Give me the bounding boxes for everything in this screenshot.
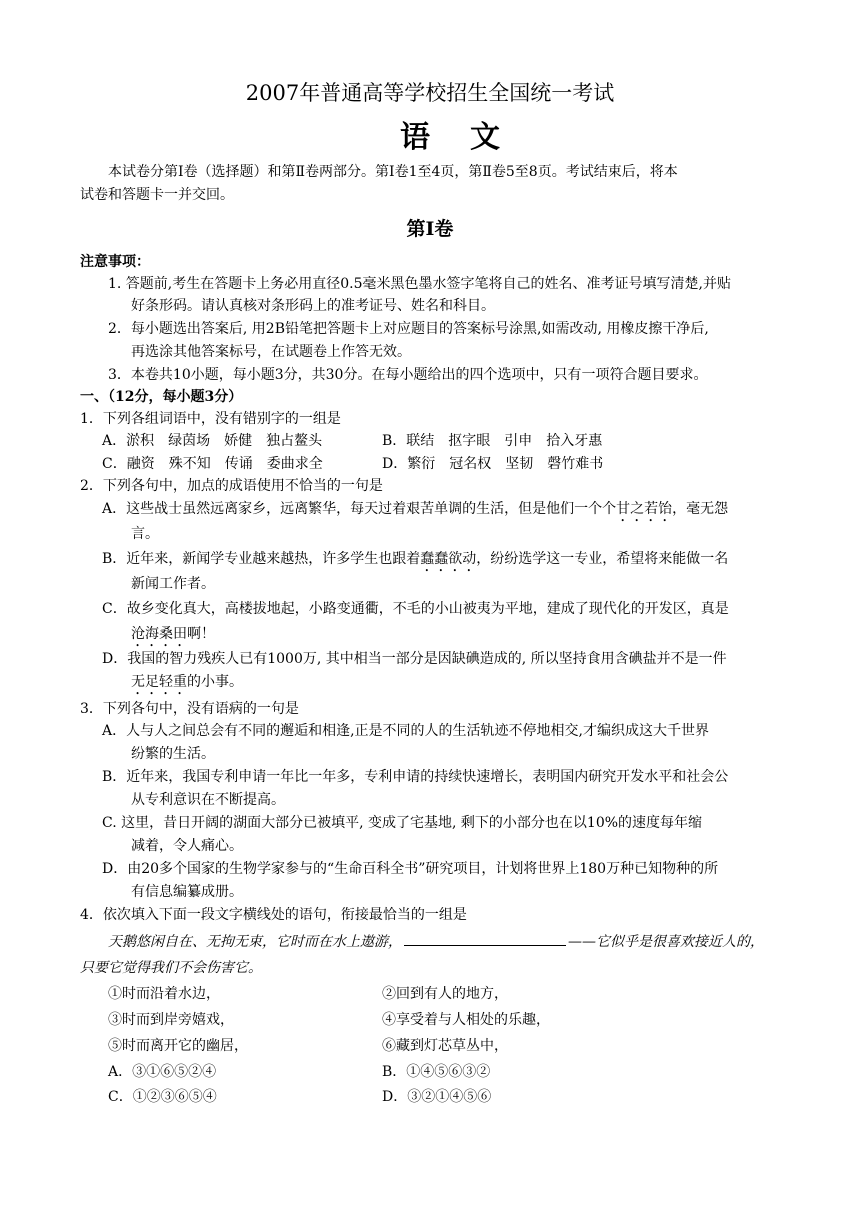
q2-option-d-cont [131, 672, 243, 698]
q4-sentence-2: ②回到有人的地方， [382, 986, 508, 1002]
q3-option-a-cont: 纷繁的生活。 [131, 746, 215, 762]
q4-sentence-3: ③时而到岸旁嬉戏， [108, 1012, 234, 1028]
q1-stem: 1．下列各组词语中，没有错别字的一组是 [80, 411, 341, 427]
q1-option-d: D．繁衍 冠名权 坚韧 磬竹难书 [382, 456, 604, 472]
q2-b-text-2: ，纷纷选学这一专业，希望将来能做一名 [476, 551, 729, 567]
q4-passage-line-2: 只要它觉得我们不会伤害它。 [80, 960, 262, 976]
q2-stem: 2．下列各句中，加点的成语使用不恰当的一句是 [80, 478, 383, 494]
q4-sentence-4: ④享受着与人相处的乐趣， [382, 1012, 550, 1028]
q2-option-b [102, 549, 728, 575]
q4-sentence-6: ⑥藏到灯芯草丛中， [382, 1038, 508, 1054]
note-1-line-1: 1. 答题前,考生在答题卡上务必用直径0.5毫米黑色墨水签字笔将自己的姓名、准考证号填写清楚,并贴 [108, 276, 731, 292]
intro-line-2: 试卷和答题卡一并交回。 [80, 187, 234, 203]
q4-fill-blank [404, 931, 566, 946]
notes-heading: 注意事项： [80, 254, 150, 270]
intro-line-1: 本试卷分第Ⅰ卷（选择题）和第Ⅱ卷两部分。第Ⅰ卷1至4页，第Ⅱ卷5至8页。考试结束后，将本 [108, 164, 678, 180]
q4-passage-line-1 [108, 931, 764, 952]
q1-option-b: B．联结 抠字眼 引申 拾入牙惠 [382, 433, 603, 449]
q3-option-d-cont: 有信息编纂成册。 [131, 884, 243, 900]
q4-passage-1b: ——它似乎是很喜欢接近人的， [568, 934, 764, 950]
q2-option-d: D．我国的智力残疾人已有1000万, 其中相当一部分是因缺碘造成的, 所以坚持食用含碘盐并不是一件 [102, 651, 727, 667]
q2-d-text-2: 的小事。 [187, 674, 243, 690]
q2-option-a [102, 499, 728, 525]
q2-option-b-cont: 新闻工作者。 [131, 576, 215, 592]
note-1-line-2: 好条形码。请认真核对条形码上的准考证号、姓名和科目。 [131, 298, 495, 314]
q2-option-c-cont [131, 624, 215, 650]
q1-option-a: A．淤积 绿茵场 娇健 独占鳌头 [102, 433, 323, 449]
q2-option-a-cont: 言。 [131, 526, 159, 542]
q3-option-a: A．人与人之间总会有不同的邂逅和相逢,正是不同的人的生活轨迹不停地相交,才编织成这大千世界 [102, 723, 710, 739]
note-2-line-2: 再选涂其他答案标号，在试题卷上作答无效。 [131, 344, 411, 360]
q2-d-dotted-idiom: 无足轻重 [131, 674, 187, 690]
q3-option-c: C. 这里，昔日开阔的湖面大部分已被填平, 变成了宅基地, 剩下的小部分也在以10%的速度每年缩 [102, 815, 703, 831]
q2-c-dotted-idiom: 沧海桑田 [131, 626, 187, 642]
q2-c-text-2: 啊！ [187, 626, 215, 642]
q2-a-text-2: ，毫无怨 [672, 501, 729, 517]
q4-option-d: D．③②①④⑤⑥ [382, 1089, 492, 1105]
note-2-line-1: 2．每小题选出答案后, 用2B铅笔把答题卡上对应题目的答案标号涂黑,如需改动, 用橡皮擦干净后, [108, 321, 709, 337]
exam-title: 2007年普通高等学校招生全国统一考试 [245, 81, 615, 105]
q4-stem: 4．依次填入下面一段文字横线处的语句，衔接最恰当的一组是 [80, 907, 467, 923]
q4-option-a: A．③①⑥⑤②④ [108, 1064, 217, 1080]
q4-passage-1a: 天鹅悠闲自在、无拘无束，它时而在水上遨游， [108, 934, 402, 950]
q3-option-c-cont: 减着，令人痛心。 [131, 838, 243, 854]
note-3: 3．本卷共10小题，每小题3分，共30分。在每小题给出的四个选项中，只有一项符合题目要求。 [108, 367, 708, 383]
q3-option-b: B．近年来，我国专利申请一年比一年多，专利申请的持续快速增长，表明国内研究开发水平和社会公 [102, 769, 729, 785]
q2-b-dotted-idiom: 蠢蠢欲动 [420, 551, 477, 567]
section-heading: 一、（12分，每小题3分） [80, 389, 243, 405]
q2-a-text-1: A．这些战士虽然远离家乡，远离繁华，每天过着艰苦单调的生活，但是他们一个个 [102, 501, 617, 517]
subject-title: 语文 [400, 120, 540, 155]
q3-option-b-cont: 从专利意识在不断提高。 [131, 792, 285, 808]
q4-option-c: C．①②③⑥⑤④ [108, 1089, 217, 1105]
q2-option-c: C．故乡变化真大，高楼拔地起，小路变通衢，不毛的小山被夷为平地，建成了现代化的开发区，真是 [102, 601, 729, 617]
q4-sentence-5: ⑤时而离开它的幽居， [108, 1038, 248, 1054]
q1-option-c: C．融资 殊不知 传诵 委曲求全 [102, 456, 323, 472]
q2-a-dotted-idiom: 甘之若饴 [616, 501, 673, 517]
q2-b-text-1: B．近年来，新闻学专业越来越热，许多学生也跟着 [102, 551, 421, 567]
q3-option-d: D．由20多个国家的生物学家参与的“生命百科全书”研究项目，计划将世界上180万种已知物种的所 [102, 861, 719, 877]
q4-option-b: B．①④⑤⑥③② [382, 1064, 491, 1080]
q3-stem: 3．下列各句中，没有语病的一句是 [80, 701, 299, 717]
q4-sentence-1: ①时而沿着水边， [108, 986, 220, 1002]
volume-title: 第Ⅰ卷 [406, 218, 454, 240]
